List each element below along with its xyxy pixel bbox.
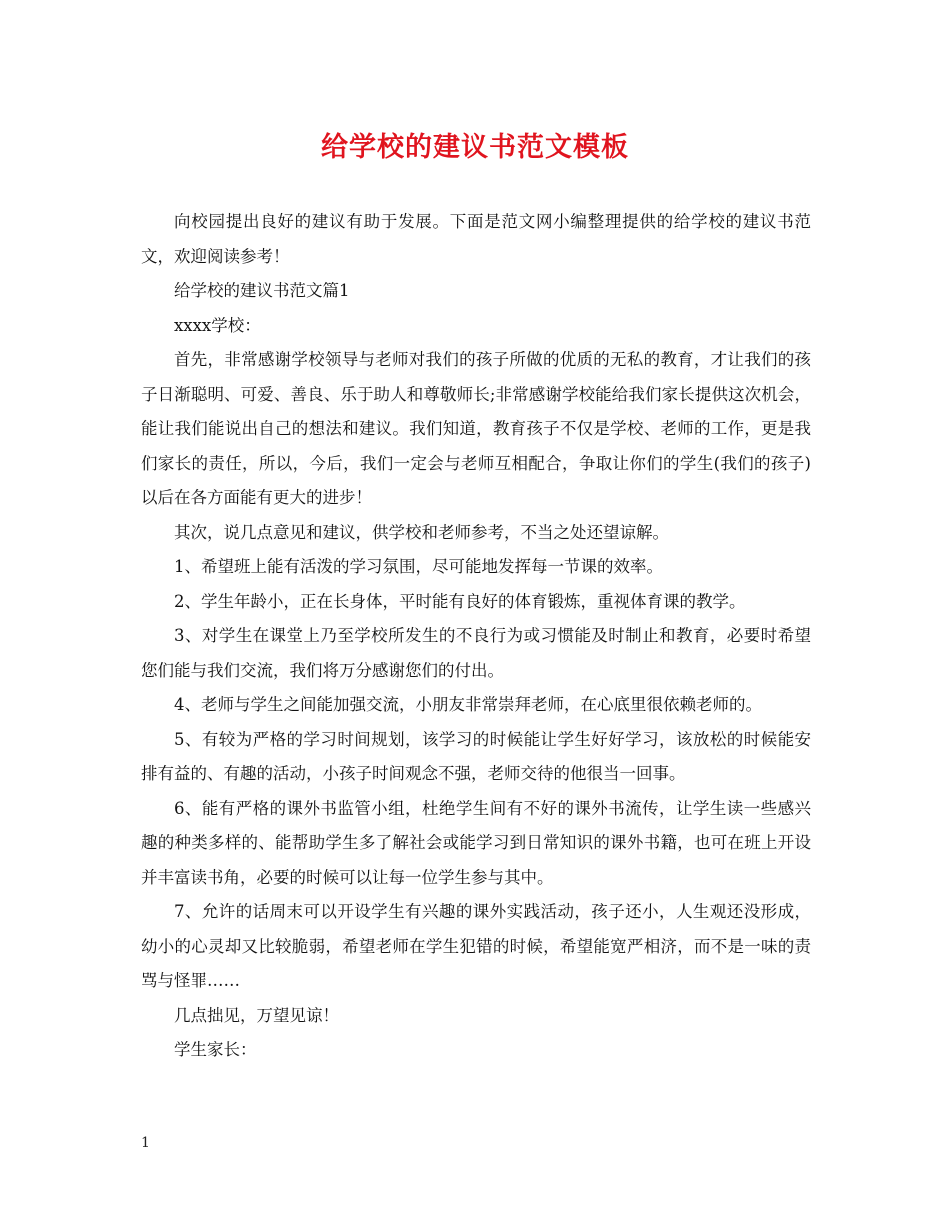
signature-line: 学生家长： (174, 1040, 257, 1059)
suggestion-item: 7、允许的话周末可以开设学生有兴趣的课外实践活动，孩子还小，人生观还没形成，幼小的心灵却又比较脆弱，希望老师在学生犯错的时候，希望能宽严相济，而不是一味的责骂与怪罪…… (141, 902, 811, 990)
page-number: 1 (141, 1135, 150, 1151)
section-heading: 给学校的建议书范文篇1 (174, 281, 350, 300)
salutation: xxxx学校： (174, 315, 261, 335)
document-title: 给学校的建议书范文模板 (321, 132, 629, 163)
suggestion-item: 5、有较为严格的学习时间规划，该学习的时候能让学生好好学习，该放松的时候能安排有益的、有趣的活动，小孩子时间观念不强，老师交待的他很当一回事。 (141, 729, 811, 783)
body-paragraph: 其次，说几点意见和建议，供学校和老师参考，不当之处还望谅解。 (174, 522, 669, 542)
suggestion-item: 2、学生年龄小，正在长身体，平时能有良好的体育锻炼，重视体育课的教学。 (174, 591, 746, 611)
body-paragraph: 首先，非常感谢学校领导与老师对我们的孩子所做的优质的无私的教育，才让我们的孩子日渐聪明、可爱、善良、乐于助人和尊敬师长;非常感谢学校能给我们家长提供这次机会，能让我们能说出自己的想法和建议。我们知道，教育孩子不仅是学校、老师的工作，更是我们家长的责任，所以，今后，我们一定会与老师互相配合，争取让你们的学生(我们的孩子)以后在各方面能有更大的进步！ (141, 350, 811, 507)
closing-remark: 几点拙见，万望见谅！ (174, 1005, 339, 1025)
intro-paragraph: 向校园提出良好的建议有助于发展。下面是范文网小编整理提供的给学校的建议书范文，欢迎阅读参考！ (141, 212, 811, 266)
suggestion-item: 1、希望班上能有活泼的学习氛围，尽可能地发挥每一节课的效率。 (174, 557, 663, 576)
suggestion-item: 4、老师与学生之间能加强交流，小朋友非常崇拜老师，在心底里很依赖老师的。 (174, 695, 762, 714)
suggestion-item: 3、对学生在课堂上乃至学校所发生的不良行为或习惯能及时制止和教育，必要时希望您们能与我们交流，我们将万分感谢您们的付出。 (141, 626, 811, 680)
document-body (141, 205, 811, 1068)
suggestion-item: 6、能有严格的课外书监管小组，杜绝学生间有不好的课外书流传，让学生读一些感兴趣的种类多样的、能帮助学生多了解社会或能学习到日常知识的课外书籍，也可在班上开设并丰富读书角，必要的时候可以让每一位学生参与其中。 (141, 798, 811, 887)
